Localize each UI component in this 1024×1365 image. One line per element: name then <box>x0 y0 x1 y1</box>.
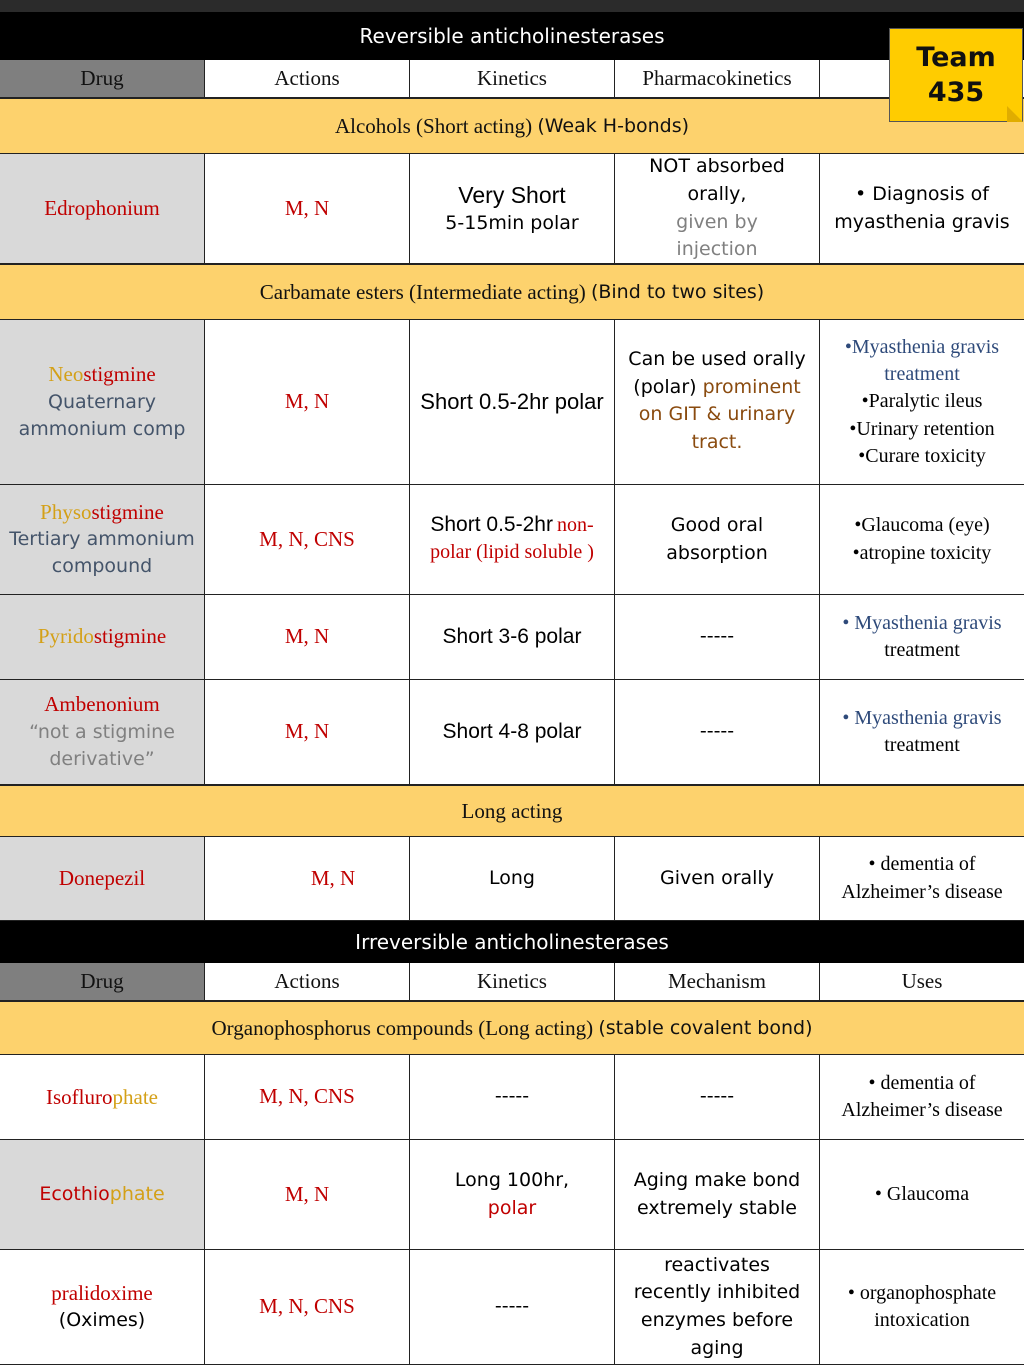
use-item: • Myasthenia gravis <box>842 611 1002 634</box>
uses-physostigmine <box>820 485 1024 595</box>
row-pralidoxime <box>0 1250 1024 1365</box>
kinetics-isoflurophate: ----- <box>410 1055 615 1140</box>
pk-line2: given by injection <box>676 210 758 261</box>
row-edrophonium <box>0 154 1024 264</box>
header-actions: Actions <box>205 60 410 98</box>
kinetics-pralidoxime: ----- <box>410 1250 615 1365</box>
folded-corner <box>1007 106 1023 122</box>
pk-physostigmine: Good oral absorption <box>615 485 820 595</box>
irreversible-title-bar <box>0 921 1024 963</box>
kinetics-ambenonium: Short 4-8 polar <box>410 680 615 785</box>
actions-pralidoxime: M, N, CNS <box>205 1250 410 1365</box>
drug-suffix: stigmine <box>93 624 167 649</box>
uses-ambenonium <box>820 680 1024 785</box>
reversible-title: Reversible anticholinesterases <box>359 24 665 48</box>
kinetics-physostigmine <box>410 485 615 595</box>
pk-line2: prominent on GIT & urinary tract. <box>638 375 801 453</box>
drug-note: Quaternary ammonium comp <box>18 390 186 440</box>
uses-donepezil: • dementia of Alzheimer’s disease <box>820 837 1024 921</box>
header-actions: Actions <box>205 963 410 1001</box>
uses-pralidoxime: • organophosphate intoxication <box>820 1250 1024 1365</box>
drug-name <box>38 623 166 650</box>
use-item: treatment <box>884 639 960 661</box>
uses-pyridostigmine <box>820 595 1024 680</box>
group-long-acting <box>0 785 1024 837</box>
kinetics-donepezil: Long <box>410 837 615 921</box>
actions-donepezil: M, N <box>205 837 410 921</box>
mechanism-isoflurophate: ----- <box>615 1055 820 1140</box>
reversible-title-bar <box>0 12 1024 60</box>
drug-suffix: phate <box>109 1183 165 1206</box>
use-item: •Paralytic ileus <box>861 390 983 413</box>
use-item: •Myasthenia gravis treatment <box>844 336 1000 386</box>
row-donepezil <box>0 837 1024 921</box>
group-alcohols-label: Alcohols (Short acting) <box>334 113 533 138</box>
drug-physostigmine <box>0 485 205 595</box>
kinetics-line2: polar <box>487 1196 537 1219</box>
team-badge-line2: 435 <box>927 77 985 108</box>
row-physostigmine <box>0 485 1024 595</box>
group-organophosphorus-note: (stable covalent bond) <box>598 1017 813 1039</box>
actions-edrophonium: M, N <box>205 154 410 264</box>
drug-isoflurophate <box>0 1055 205 1140</box>
drug-name: Edrophonium <box>44 195 160 220</box>
drug-pralidoxime <box>0 1250 205 1365</box>
use-item: •Curare toxicity <box>858 444 986 467</box>
reversible-header-row <box>0 60 1024 98</box>
drug-name <box>46 1085 158 1110</box>
drug-edrophonium <box>0 154 205 264</box>
kinetics-line1: Long 100hr, <box>454 1168 570 1191</box>
kinetics-edrophonium <box>410 154 615 264</box>
drug-name <box>40 499 164 526</box>
team-badge <box>889 28 1023 122</box>
group-carbamates-label: Carbamate esters (Intermediate acting) <box>259 279 586 304</box>
kinetics-line1: Very Short <box>458 181 566 208</box>
kinetics-line2: non-polar (lipid soluble ) <box>430 514 594 564</box>
pk-edrophonium <box>615 154 820 264</box>
drug-donepezil <box>0 837 205 921</box>
use-item: • Myasthenia gravis <box>842 706 1002 729</box>
kinetics-line1: Short 0.5-2hr <box>430 513 553 536</box>
group-organophosphorus-label: Organophosphorus compounds (Long acting) <box>211 1015 594 1040</box>
actions-ambenonium: M, N <box>205 680 410 785</box>
drug-name: Ambenonium <box>44 692 160 717</box>
uses-ecothiophate: • Glaucoma <box>820 1140 1024 1250</box>
group-carbamates <box>0 264 1024 320</box>
mechanism-ecothiophate: Aging make bond extremely stable <box>615 1140 820 1250</box>
pk-pyridostigmine: ----- <box>615 595 820 680</box>
header-pharmacokinetics: Pharmacokinetics <box>615 60 820 98</box>
actions-physostigmine: M, N, CNS <box>205 485 410 595</box>
drug-prefix: Isofluro <box>46 1084 113 1109</box>
actions-isoflurophate: M, N, CNS <box>205 1055 410 1140</box>
pk-ambenonium: ----- <box>615 680 820 785</box>
drug-note: Tertiary ammonium compound <box>9 528 195 578</box>
drug-pyridostigmine <box>0 595 205 680</box>
header-drug: Drug <box>0 60 205 98</box>
uses-neostigmine <box>820 320 1024 485</box>
actions-neostigmine: M, N <box>205 320 410 485</box>
use-item: treatment <box>884 734 960 756</box>
row-isoflurophate <box>0 1055 1024 1140</box>
mechanism-pralidoxime: reactivates recently inhibited enzymes before aging <box>615 1250 820 1365</box>
drug-name <box>39 1182 164 1207</box>
group-organophosphorus <box>0 1001 1024 1055</box>
kinetics-neostigmine: Short 0.5-2hr polar <box>410 320 615 485</box>
group-alcohols <box>0 98 1024 154</box>
row-neostigmine <box>0 320 1024 485</box>
header-kinetics: Kinetics <box>410 963 615 1001</box>
group-alcohols-note: (Weak H-bonds) <box>537 115 690 137</box>
header-drug: Drug <box>0 963 205 1001</box>
drug-ecothiophate <box>0 1140 205 1250</box>
pk-donepezil: Given orally <box>615 837 820 921</box>
irreversible-title: Irreversible anticholinesterases <box>355 930 669 954</box>
drug-prefix: Neo <box>48 362 84 387</box>
actions-ecothiophate: M, N <box>205 1140 410 1250</box>
row-ambenonium <box>0 680 1024 785</box>
top-strip <box>0 0 1024 12</box>
drug-name: Donepezil <box>58 865 146 890</box>
drug-ambenonium <box>0 680 205 785</box>
kinetics-pyridostigmine: Short 3-6 polar <box>410 595 615 680</box>
drug-note: “not a stigmine derivative” <box>29 720 175 770</box>
drug-prefix: Pyrido <box>37 624 94 649</box>
uses-edrophonium: • Diagnosis of myasthenia gravis <box>820 154 1024 264</box>
pk-neostigmine <box>615 320 820 485</box>
uses-isoflurophate: • dementia of Alzheimer’s disease <box>820 1055 1024 1140</box>
group-long-label: Long acting <box>461 798 563 823</box>
use-item: •Glaucoma (eye) <box>854 514 990 537</box>
drug-suffix: stigmine <box>91 499 164 524</box>
drug-neostigmine <box>0 320 205 485</box>
pk-line1: NOT absorbed orally, <box>649 155 785 205</box>
actions-pyridostigmine: M, N <box>205 595 410 680</box>
group-carbamates-note: (Bind to two sites) <box>590 281 765 303</box>
header-kinetics: Kinetics <box>410 60 615 98</box>
use-item: •atropine toxicity <box>852 541 992 564</box>
irreversible-header-row <box>0 963 1024 1001</box>
header-uses: Uses <box>820 963 1024 1001</box>
drug-suffix: phate <box>112 1084 158 1109</box>
kinetics-line2: 5-15min polar <box>445 211 579 234</box>
row-ecothiophate <box>0 1140 1024 1250</box>
drug-name: pralidoxime <box>51 1280 153 1305</box>
header-mechanism: Mechanism <box>615 963 820 1001</box>
kinetics-ecothiophate <box>410 1140 615 1250</box>
drug-prefix: Ecothio <box>39 1183 110 1206</box>
drug-note: (Oximes) <box>58 1308 146 1331</box>
drug-name <box>48 361 155 388</box>
team-badge-line1: Team <box>916 41 996 73</box>
use-item: •Urinary retention <box>849 417 995 440</box>
drug-prefix: Physo <box>40 499 92 524</box>
pk-line1: Can be used orally (polar) <box>628 348 806 398</box>
drug-suffix: stigmine <box>83 362 156 387</box>
row-pyridostigmine <box>0 595 1024 680</box>
